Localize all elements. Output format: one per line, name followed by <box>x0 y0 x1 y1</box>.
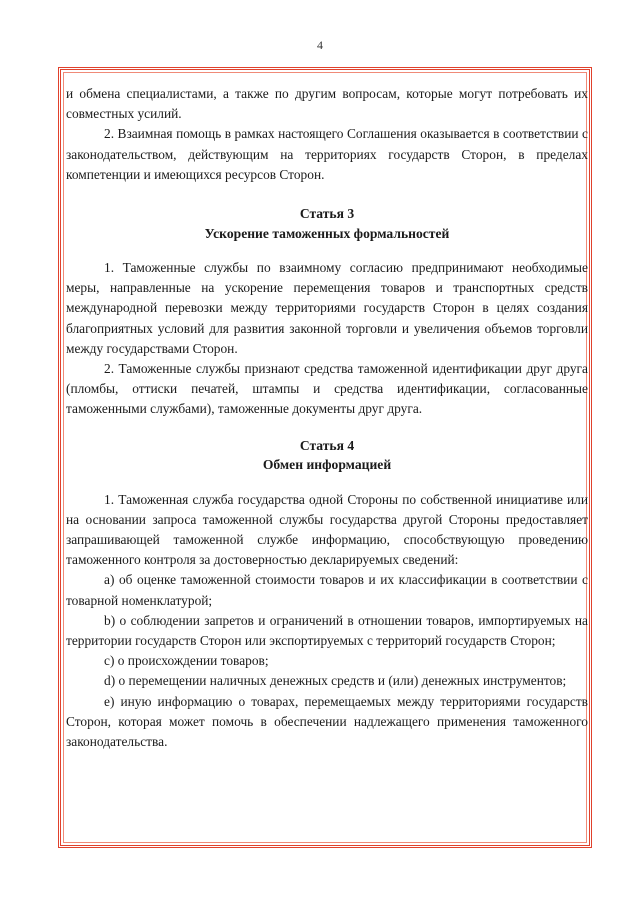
article-4-title: Обмен информацией <box>262 457 392 473</box>
list-item: b) о соблюдении запретов и ограничений в отношении товаров, импортируемых на территории государств Сторон или экспортируемых с территорий государств Сторон; <box>66 612 588 649</box>
list-item: а) об оценке таможенной стоимости товаров и их классификации в соответствии с товарной номенклатурой; <box>66 572 588 608</box>
article-3-title: Ускорение таможенных формальностей <box>204 225 450 241</box>
list-item: d) о перемещении наличных денежных средств и (или) денежных инструментов; <box>104 673 567 689</box>
paragraph: 1. Таможенные службы по взаимному согласию предпринимают необходимые меры, направленные на ускорение перемещения товаров и транспортных средств международной перевозки между территориями государств Сторон в целях создания благоприятных условий для развития законной торговли и увеличения объемов торговли между государствами Сторон. <box>66 260 588 356</box>
list-item: с) о происхождении товаров; <box>104 653 269 669</box>
paragraph: 1. Таможенная служба государства одной Стороны по собственной инициативе или на основании запроса таможенной службы государства другой Стороны предоставляет запрашивающей таможенной службе информацию, способствующую проведению таможенного контроля за достоверностью декларируемых сведений: <box>66 491 588 568</box>
document-body <box>66 84 588 752</box>
paragraph: 2. Таможенные службы признают средства таможенной идентификации друг друга (пломбы, оттиски печатей, штампы и средства идентификации, согласованные таможенными службами), таможенные документы друг друга. <box>66 361 588 417</box>
article-3-number: Статья 3 <box>299 206 355 222</box>
list-item: е) иную информацию о товарах, перемещаемых между территориями государств Сторон, которая может помочь в обеспечении надлежащего применения таможенного законодательства. <box>66 693 588 750</box>
paragraph: 2. Взаимная помощь в рамках настоящего Соглашения оказывается в соответствии с законодательством, действующим на территориях государств Сторон, в пределах компетенции и имеющихся ресурсов Сторон. <box>66 126 588 182</box>
article-4-number: Статья 4 <box>299 437 355 453</box>
page-number: 4 <box>317 38 323 52</box>
continuation-paragraph: и обмена специалистами, а также по другим вопросам, которые могут потребовать их совместных усилий. <box>66 86 588 122</box>
